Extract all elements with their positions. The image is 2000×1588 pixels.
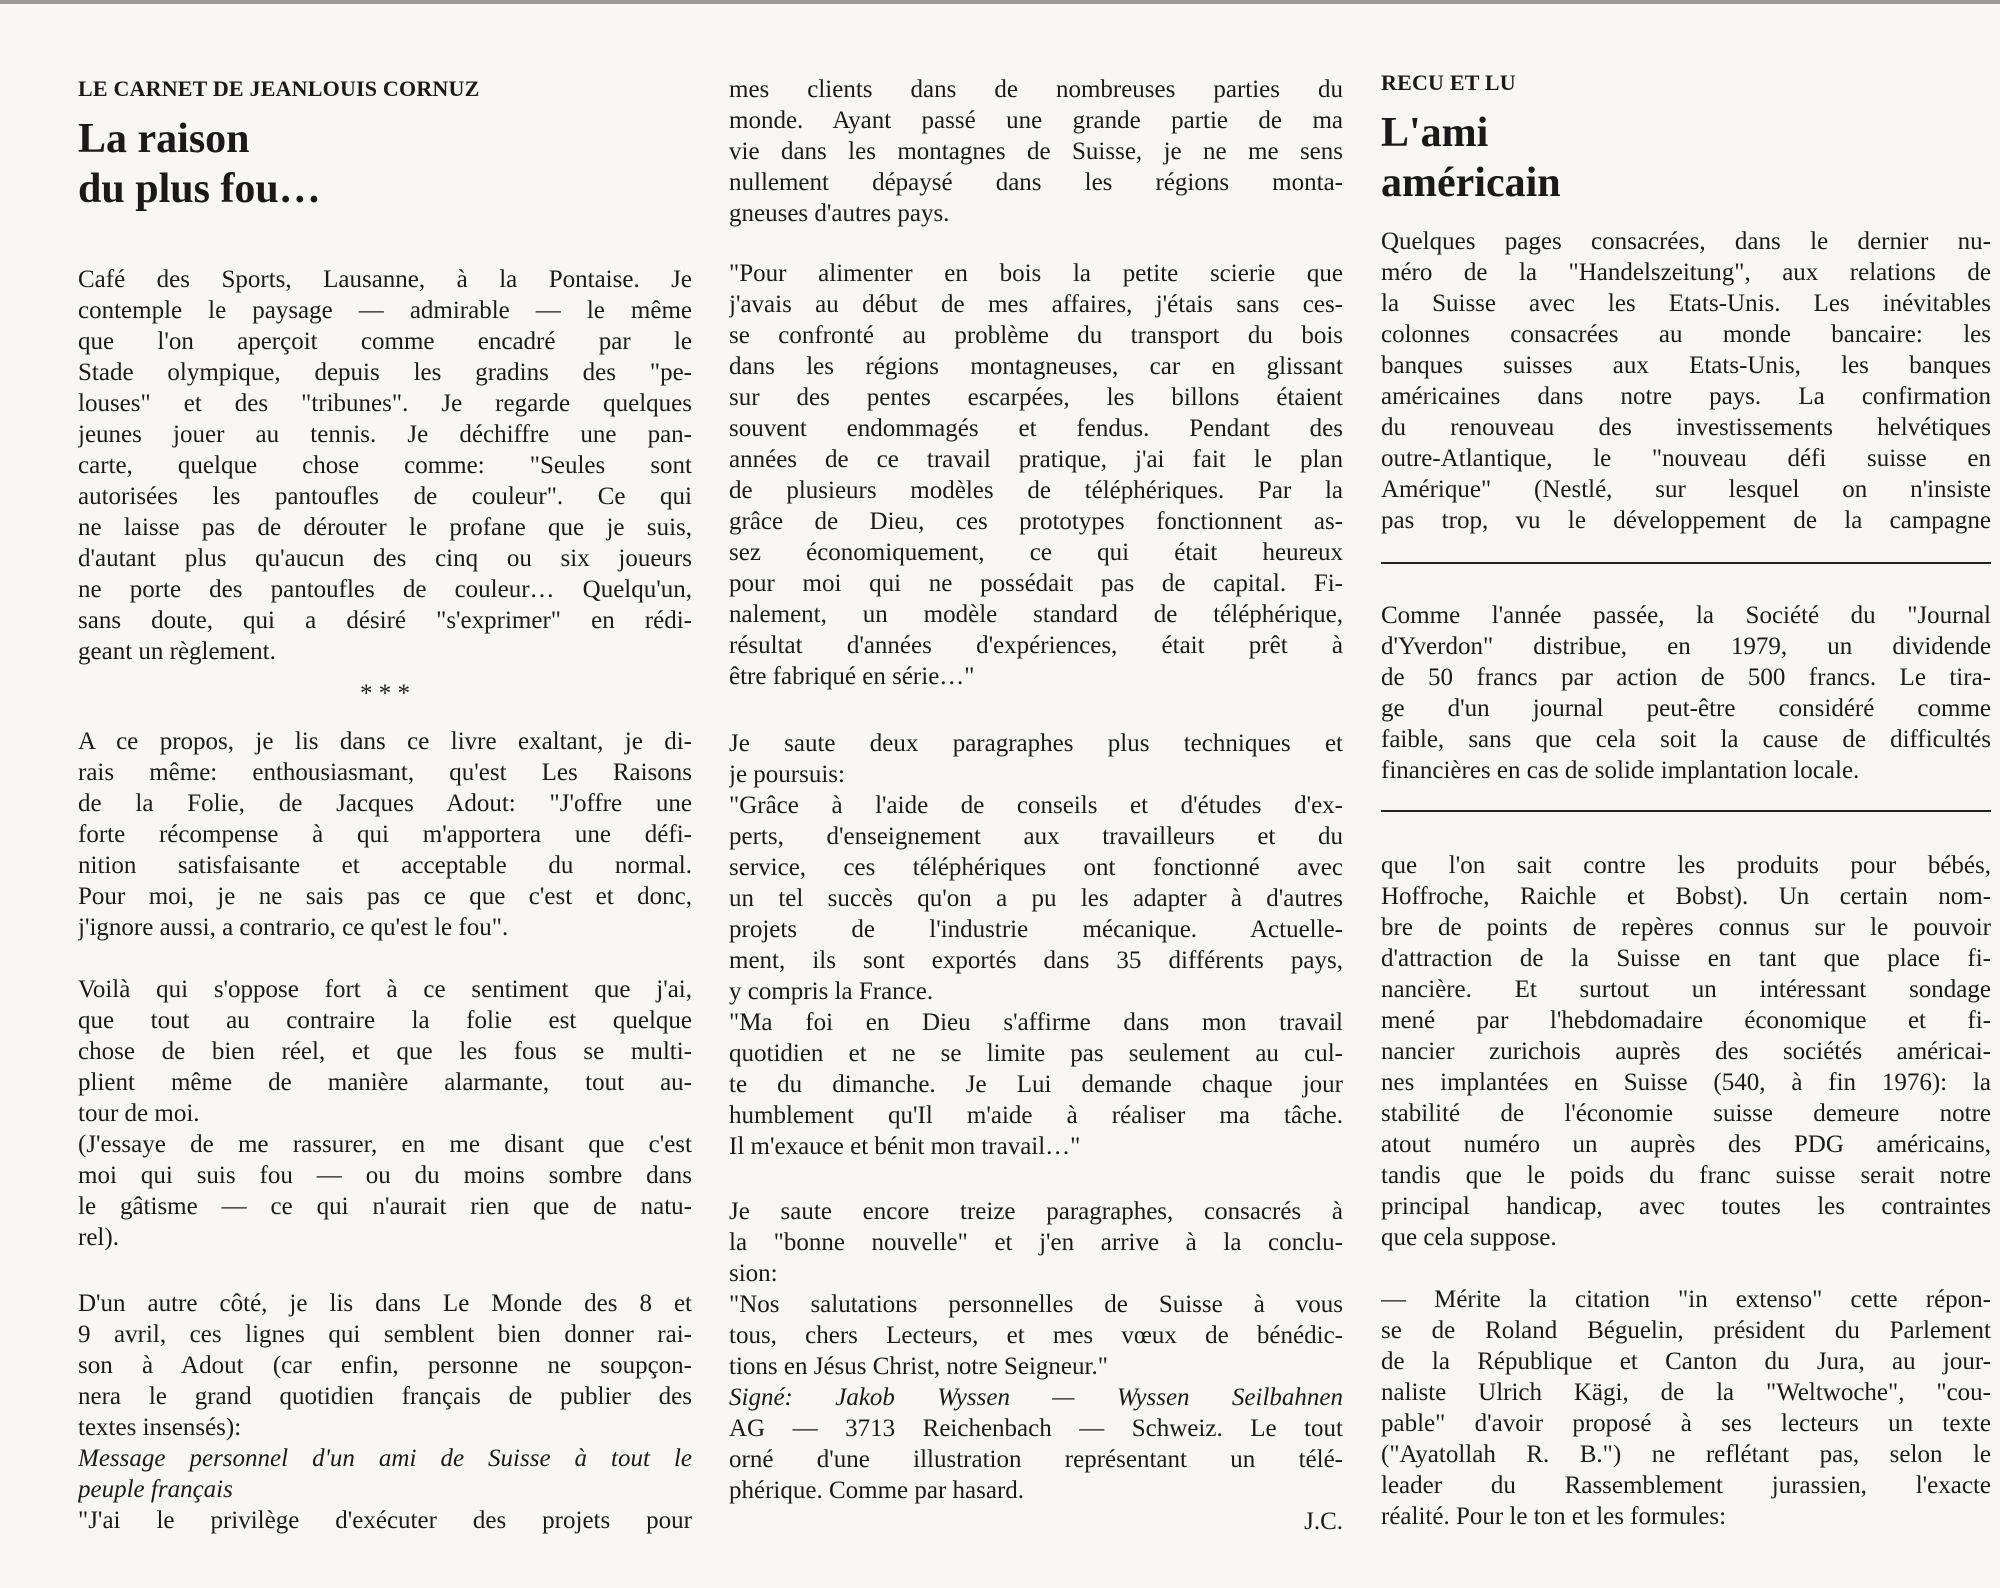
text-line: forte récompense à qui m'apportera une défi- [78,821,692,848]
text-line: ("Ayatollah R. B.") ne reflétant pas, selon le [1381,1441,1991,1468]
paragraph [78,974,692,1253]
text-line: A ce propos, je lis dans ce livre exaltant, je di- [78,728,692,755]
text-line: Amérique" (Nestlé, sur lesquel on n'insiste [1381,476,1991,503]
text-line: contemple le paysage — admirable — le même [78,297,692,324]
text-line: du renouveau des investissements helvétiques [1381,414,1991,441]
text-line: de la République et Canton du Jura, au jour- [1381,1348,1991,1375]
section-separator [78,678,692,709]
text-line: D'un autre côté, je lis dans Le Monde des 8 et [78,1290,692,1317]
text-line: vie dans les montagnes de Suisse, je ne me sens [729,138,1343,165]
paragraph [729,74,1343,229]
text-line: se de Roland Béguelin, président du Parlement [1381,1317,1991,1344]
text-line: que l'on sait contre les produits pour bébés, [1381,852,1991,879]
text-line: sion: [729,1260,778,1287]
column-kicker: RECU ET LU [1381,70,1516,95]
text-line: louses" et des "tribunes". Je regarde quelques [78,390,692,417]
text-line: grâce de Dieu, ces prototypes fonctionnent as- [729,508,1343,535]
text-line: Stade olympique, depuis les gradins des "pe- [78,359,692,386]
paragraph [729,258,1343,692]
text-line: phérique. Comme par hasard. [729,1477,1025,1504]
text-line: y compris la France. [729,978,934,1005]
text-line: carte, quelque chose comme: "Seules sont [78,452,692,479]
title-line: L'ami [1381,110,1489,156]
text-line: service, ces téléphériques ont fonctionné avec [729,854,1343,881]
text-line: la Suisse avec les Etats-Unis. Les inévitables [1381,290,1991,317]
paragraph [1381,1284,1991,1532]
author-signature: J.C. [1304,1508,1343,1535]
text-line: autorisées les pantoufles de couleur". Ce qui [78,483,692,510]
text-line: nes implantées en Suisse (540, à fin 1976): la [1381,1069,1991,1096]
text-line: de la Folie, de Jacques Adout: "J'offre une [78,790,692,817]
text-line: gneuses d'autres pays. [729,200,950,227]
title-line: La raison [78,116,250,162]
text-line: jeunes jouer au tennis. Je déchiffre une pan- [78,421,692,448]
text-line: pas trop, vu le développement de la campagne [1381,507,1991,534]
text-line: atout numéro un auprès des PDG américains, [1381,1131,1991,1158]
text-line: ne porte des pantoufles de couleur… Quelqu'un, [78,576,692,603]
text-line: bre de points de repères connus sur le pouvoir [1381,914,1991,941]
text-line: que l'on aperçoit comme encadré par le [78,328,692,355]
asterism: * * * [360,680,410,707]
text-line: "Grâce à l'aide de conseils et d'études d'ex- [729,792,1343,819]
paragraph [729,1196,1343,1537]
text-line: faible, sans que cela soit la cause de difficultés [1381,726,1991,753]
text-line: principal handicap, avec toutes les contraintes [1381,1193,1991,1220]
text-line: j'ignore aussi, a contrario, ce qu'est le fou". [78,914,509,941]
text-line: banques suisses aux Etats-Unis, les banques [1381,352,1991,379]
text-line: souvent endommagés et fendus. Pendant des [729,415,1343,442]
text-line: la "bonne nouvelle" et j'en arrive à la conclu- [729,1229,1343,1256]
text-line: être fabriqué en série…" [729,663,975,690]
text-line: de plusieurs modèles de téléphériques. Par la [729,477,1343,504]
text-line: orné d'une illustration représentant un télé- [729,1446,1343,1473]
text-line: — Mérite la citation "in extenso" cette répon- [1381,1286,1991,1313]
paragraph [1381,850,1991,1253]
text-line: chose de bien réel, et que les fous se multi- [78,1038,692,1065]
text-line: humblement qu'Il m'aide à réaliser ma tâche. [729,1102,1343,1129]
text-line: méro de la "Handelszeitung", aux relations de [1381,259,1991,286]
text-line: d'Yverdon" distribue, en 1979, un dividende [1381,633,1991,660]
text-line: nancier zurichois auprès des sociétés américai- [1381,1038,1991,1065]
text-line: outre-Atlantique, le "nouveau défi suisse en [1381,445,1991,472]
text-line: que tout au contraire la folie est quelque [78,1007,692,1034]
text-line: mes clients dans de nombreuses parties du [729,76,1343,103]
text-line: "Pour alimenter en bois la petite scierie que [729,260,1343,287]
text-line: tions en Jésus Christ, notre Seigneur." [729,1353,1108,1380]
paragraph [78,726,692,943]
text-line: sur des pentes escarpées, les billons étaient [729,384,1343,411]
text-line: stabilité de l'économie suisse demeure notre [1381,1100,1991,1127]
text-line: "J'ai le privilège d'exécuter des projets pour [78,1507,692,1534]
text-line: Quelques pages consacrées, dans le dernier nu- [1381,228,1991,255]
page-top-edge [0,0,2000,4]
paragraph [78,1288,692,1536]
text-line: "Ma foi en Dieu s'affirme dans mon travail [729,1009,1343,1036]
text-line: nera le grand quotidien français de publier des [78,1383,692,1410]
text-line: ge d'un journal peut-être considéré comme [1381,695,1991,722]
article-title [1381,108,1561,208]
text-line: monde. Ayant passé une grande partie de ma [729,107,1343,134]
text-line: geant un règlement. [78,638,276,665]
text-line: américaines dans notre pays. La confirmation [1381,383,1991,410]
box-rule-top [1381,562,1991,564]
text-line: Il m'exauce et bénit mon travail…" [729,1133,1081,1160]
text-line: le gâtisme — ce qui n'aurait rien que de natu- [78,1193,692,1220]
text-line: financières en cas de solide implantation locale. [1381,757,1860,784]
text-line: tour de moi. [78,1100,200,1127]
text-line: d'attraction de la Suisse en tant que place fi- [1381,945,1991,972]
text-line: colonnes consacrées au monde bancaire: les [1381,321,1991,348]
text-line: sans doute, qui a désiré "s'exprimer" en rédi- [78,607,692,634]
article-title [78,114,321,214]
text-line: perts, d'enseignement aux travailleurs et du [729,823,1343,850]
text-line: Café des Sports, Lausanne, à la Pontaise. Je [78,266,692,293]
text-line: pour moi qui ne possédait pas de capital. Fi- [729,570,1343,597]
text-line: tandis que le poids du franc suisse serait notre [1381,1162,1991,1189]
text-line: je poursuis: [729,761,845,788]
text-line: quotidien et ne se limite pas seulement au cul- [729,1040,1343,1067]
text-line: tous, chers Lecteurs, et mes vœux de bénédic- [729,1322,1343,1349]
notice-box [1381,600,1991,786]
text-line: résultat d'années d'expériences, était prêt à [729,632,1343,659]
text-line: nancière. Et surtout un intéressant sondage [1381,976,1991,1003]
text-line: un tel succès qu'on a pu les adapter à d'autres [729,885,1343,912]
text-line: te du dimanche. Je Lui demande chaque jour [729,1071,1343,1098]
text-line: nalement, un modèle standard de téléphérique, [729,601,1343,628]
text-line: rais même: enthousiasmant, qu'est Les Raisons [78,759,692,786]
text-line: pable" d'avoir proposé à ses lecteurs un texte [1381,1410,1991,1437]
text-line: leader du Rassemblement jurassien, l'exacte [1381,1472,1991,1499]
text-line: Message personnel d'un ami de Suisse à tout le [78,1445,692,1472]
paragraph [1381,226,1991,536]
text-line: de 50 francs par action de 500 francs. Le tira- [1381,664,1991,691]
text-line: se confronté au problème du transport du bois [729,322,1343,349]
text-line: projets de l'industrie mécanique. Actuelle- [729,916,1343,943]
text-line: plient même de manière alarmante, tout au- [78,1069,692,1096]
text-line: réalité. Pour le ton et les formules: [1381,1503,1727,1530]
text-line: "Nos salutations personnelles de Suisse à vous [729,1291,1343,1318]
text-line: Je saute encore treize paragraphes, consacrés à [729,1198,1343,1225]
text-line: Pour moi, je ne sais pas ce que c'est et donc, [78,883,692,910]
text-line: Je saute deux paragraphes plus techniques et [729,730,1343,757]
text-line: ment, ils sont exportés dans 35 différents pays, [729,947,1343,974]
column-kicker: LE CARNET DE JEANLOUIS CORNUZ [78,76,480,101]
text-line: son à Adout (car enfin, personne ne soupçon- [78,1352,692,1379]
text-line: textes insensés): [78,1414,242,1441]
text-line: nition satisfaisante et acceptable du normal. [78,852,692,879]
text-line: 9 avril, ces lignes qui semblent bien donner rai- [78,1321,692,1348]
text-line: d'autant plus qu'aucun des cinq ou six joueurs [78,545,692,572]
text-line: ne laisse pas de dérouter le profane que je suis, [78,514,692,541]
text-line: sez économiquement, ce qui était heureux [729,539,1343,566]
text-line: peuple français [78,1476,233,1503]
text-line: naliste Ulrich Kägi, de la "Weltwoche", "cou- [1381,1379,1991,1406]
text-line: nullement dépaysé dans les régions monta- [729,169,1343,196]
text-line: AG — 3713 Reichenbach — Schweiz. Le tout [729,1415,1343,1442]
text-line: dans les régions montagneuses, car en glissant [729,353,1343,380]
title-line: américain [1381,160,1561,206]
text-line: Comme l'année passée, la Société du "Journal [1381,602,1991,629]
text-line: (J'essaye de me rassurer, en me disant que c'est [78,1131,692,1158]
text-line: Voilà qui s'oppose fort à ce sentiment que j'ai, [78,976,692,1003]
text-line: que cela suppose. [1381,1224,1557,1251]
text-line: mené par l'hebdomadaire économique et fi- [1381,1007,1991,1034]
text-line: années de ce travail pratique, j'ai fait le plan [729,446,1343,473]
title-line: du plus fou… [78,166,321,212]
paragraph [729,728,1343,1162]
text-line: j'avais au début de mes affaires, j'étais sans ces- [729,291,1343,318]
paragraph [78,264,692,667]
text-line: Signé: Jakob Wyssen — Wyssen Seilbahnen [729,1384,1343,1411]
text-line: Hoffroche, Raichle et Bobst). Un certain nom- [1381,883,1991,910]
text-line: rel). [78,1224,119,1251]
box-rule-bottom [1381,810,1991,812]
text-line: moi qui suis fou — ou du moins sombre dans [78,1162,692,1189]
